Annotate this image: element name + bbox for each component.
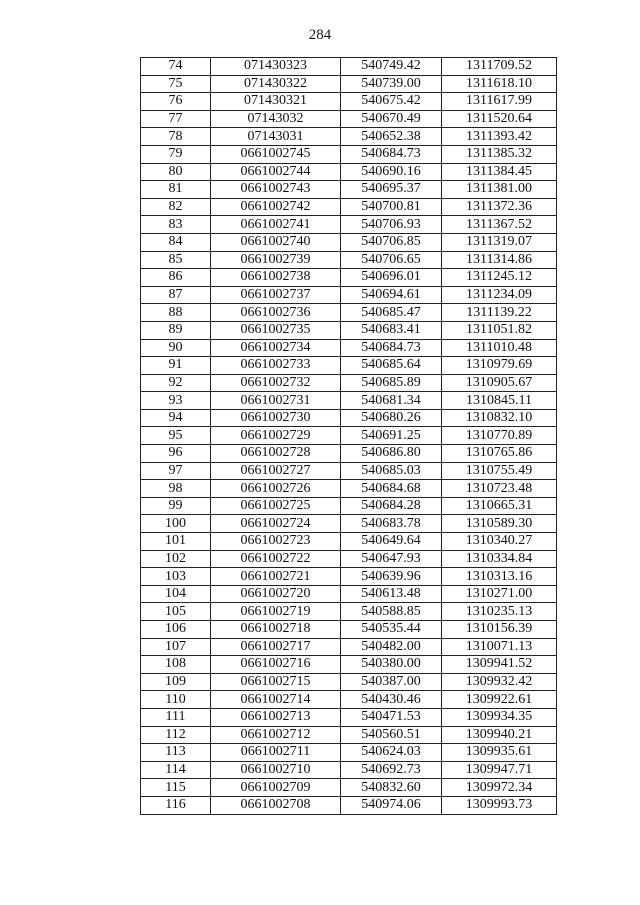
code-cell: 0661002738 [211,269,341,287]
y-coordinate-cell: 1309972.34 [442,779,557,797]
row-number-cell: 75 [141,75,211,93]
y-coordinate-cell: 1311385.32 [442,145,557,163]
y-coordinate-cell: 1311234.09 [442,286,557,304]
y-coordinate-cell: 1309922.61 [442,691,557,709]
y-coordinate-cell: 1310665.31 [442,497,557,515]
table-row [141,585,557,603]
row-number-cell: 92 [141,374,211,392]
row-number-cell: 94 [141,409,211,427]
table-row [141,656,557,674]
x-coordinate-cell: 540670.49 [341,110,442,128]
table-row [141,550,557,568]
row-number-cell: 98 [141,480,211,498]
code-cell: 0661002723 [211,533,341,551]
x-coordinate-cell: 540430.46 [341,691,442,709]
x-coordinate-cell: 540624.03 [341,744,442,762]
x-coordinate-cell: 540649.64 [341,533,442,551]
row-number-cell: 86 [141,269,211,287]
code-cell: 071430321 [211,93,341,111]
table-row [141,392,557,410]
x-coordinate-cell: 540471.53 [341,708,442,726]
x-coordinate-cell: 540684.73 [341,145,442,163]
x-coordinate-cell: 540685.89 [341,374,442,392]
row-number-cell: 77 [141,110,211,128]
x-coordinate-cell: 540680.26 [341,409,442,427]
y-coordinate-cell: 1311314.86 [442,251,557,269]
table-row [141,93,557,111]
code-cell: 0661002710 [211,761,341,779]
code-cell: 0661002713 [211,708,341,726]
table-row [141,251,557,269]
table-row [141,321,557,339]
x-coordinate-cell: 540684.28 [341,497,442,515]
code-cell: 0661002715 [211,673,341,691]
table-row [141,497,557,515]
y-coordinate-cell: 1310589.30 [442,515,557,533]
row-number-cell: 78 [141,128,211,146]
coordinates-table [140,57,557,815]
y-coordinate-cell: 1311051.82 [442,321,557,339]
code-cell: 0661002727 [211,462,341,480]
code-cell: 0661002733 [211,357,341,375]
x-coordinate-cell: 540387.00 [341,673,442,691]
code-cell: 0661002735 [211,321,341,339]
table-row [141,744,557,762]
x-coordinate-cell: 540685.03 [341,462,442,480]
table-row [141,145,557,163]
code-cell: 0661002709 [211,779,341,797]
row-number-cell: 82 [141,198,211,216]
code-cell: 0661002728 [211,445,341,463]
table-row [141,515,557,533]
table-row [141,110,557,128]
row-number-cell: 115 [141,779,211,797]
table-row [141,181,557,199]
table-row [141,691,557,709]
row-number-cell: 88 [141,304,211,322]
x-coordinate-cell: 540684.68 [341,480,442,498]
y-coordinate-cell: 1310905.67 [442,374,557,392]
row-number-cell: 108 [141,656,211,674]
y-coordinate-cell: 1309993.73 [442,796,557,814]
table-row [141,58,557,76]
code-cell: 0661002717 [211,638,341,656]
y-coordinate-cell: 1311139.22 [442,304,557,322]
code-cell: 0661002742 [211,198,341,216]
y-coordinate-cell: 1311010.48 [442,339,557,357]
y-coordinate-cell: 1311367.52 [442,216,557,234]
x-coordinate-cell: 540560.51 [341,726,442,744]
row-number-cell: 114 [141,761,211,779]
x-coordinate-cell: 540706.65 [341,251,442,269]
y-coordinate-cell: 1311617.99 [442,93,557,111]
code-cell: 0661002721 [211,568,341,586]
code-cell: 07143031 [211,128,341,146]
x-coordinate-cell: 540684.73 [341,339,442,357]
code-cell: 0661002734 [211,339,341,357]
code-cell: 0661002722 [211,550,341,568]
x-coordinate-cell: 540588.85 [341,603,442,621]
row-number-cell: 84 [141,233,211,251]
y-coordinate-cell: 1310334.84 [442,550,557,568]
x-coordinate-cell: 540696.01 [341,269,442,287]
row-number-cell: 107 [141,638,211,656]
coordinates-table-body [141,58,557,815]
row-number-cell: 106 [141,621,211,639]
y-coordinate-cell: 1311381.00 [442,181,557,199]
row-number-cell: 112 [141,726,211,744]
table-row [141,409,557,427]
x-coordinate-cell: 540685.64 [341,357,442,375]
row-number-cell: 89 [141,321,211,339]
x-coordinate-cell: 540675.42 [341,93,442,111]
code-cell: 0661002729 [211,427,341,445]
x-coordinate-cell: 540685.47 [341,304,442,322]
x-coordinate-cell: 540706.85 [341,233,442,251]
y-coordinate-cell: 1310235.13 [442,603,557,621]
code-cell: 0661002731 [211,392,341,410]
x-coordinate-cell: 540695.37 [341,181,442,199]
y-coordinate-cell: 1310156.39 [442,621,557,639]
table-row [141,445,557,463]
x-coordinate-cell: 540686.80 [341,445,442,463]
y-coordinate-cell: 1309941.52 [442,656,557,674]
code-cell: 0661002730 [211,409,341,427]
row-number-cell: 81 [141,181,211,199]
x-coordinate-cell: 540974.06 [341,796,442,814]
table-row [141,198,557,216]
table-row [141,603,557,621]
x-coordinate-cell: 540380.00 [341,656,442,674]
row-number-cell: 110 [141,691,211,709]
code-cell: 071430322 [211,75,341,93]
table-row [141,75,557,93]
y-coordinate-cell: 1310340.27 [442,533,557,551]
table-row [141,374,557,392]
table-row [141,427,557,445]
code-cell: 07143032 [211,110,341,128]
table-row [141,796,557,814]
table-row [141,480,557,498]
row-number-cell: 97 [141,462,211,480]
row-number-cell: 99 [141,497,211,515]
row-number-cell: 79 [141,145,211,163]
row-number-cell: 113 [141,744,211,762]
code-cell: 0661002714 [211,691,341,709]
x-coordinate-cell: 540700.81 [341,198,442,216]
x-coordinate-cell: 540681.34 [341,392,442,410]
row-number-cell: 101 [141,533,211,551]
y-coordinate-cell: 1311520.64 [442,110,557,128]
row-number-cell: 85 [141,251,211,269]
x-coordinate-cell: 540482.00 [341,638,442,656]
code-cell: 0661002719 [211,603,341,621]
row-number-cell: 116 [141,796,211,814]
x-coordinate-cell: 540683.78 [341,515,442,533]
code-cell: 0661002725 [211,497,341,515]
y-coordinate-cell: 1311384.45 [442,163,557,181]
x-coordinate-cell: 540692.73 [341,761,442,779]
table-row [141,726,557,744]
row-number-cell: 100 [141,515,211,533]
y-coordinate-cell: 1310755.49 [442,462,557,480]
table-row [141,673,557,691]
x-coordinate-cell: 540832.60 [341,779,442,797]
y-coordinate-cell: 1310313.16 [442,568,557,586]
table-row [141,304,557,322]
code-cell: 0661002740 [211,233,341,251]
y-coordinate-cell: 1309932.42 [442,673,557,691]
table-row [141,163,557,181]
y-coordinate-cell: 1310765.86 [442,445,557,463]
x-coordinate-cell: 540690.16 [341,163,442,181]
x-coordinate-cell: 540613.48 [341,585,442,603]
row-number-cell: 105 [141,603,211,621]
code-cell: 0661002724 [211,515,341,533]
table-row [141,216,557,234]
row-number-cell: 111 [141,708,211,726]
code-cell: 0661002743 [211,181,341,199]
y-coordinate-cell: 1310271.00 [442,585,557,603]
x-coordinate-cell: 540749.42 [341,58,442,76]
table-row [141,286,557,304]
y-coordinate-cell: 1311393.42 [442,128,557,146]
row-number-cell: 95 [141,427,211,445]
page-number: 284 [308,27,332,43]
code-cell: 0661002732 [211,374,341,392]
y-coordinate-cell: 1311319.07 [442,233,557,251]
x-coordinate-cell: 540683.41 [341,321,442,339]
x-coordinate-cell: 540535.44 [341,621,442,639]
table-row [141,621,557,639]
code-cell: 0661002736 [211,304,341,322]
row-number-cell: 96 [141,445,211,463]
y-coordinate-cell: 1310071.13 [442,638,557,656]
row-number-cell: 76 [141,93,211,111]
table-row [141,357,557,375]
y-coordinate-cell: 1310979.69 [442,357,557,375]
row-number-cell: 83 [141,216,211,234]
row-number-cell: 109 [141,673,211,691]
row-number-cell: 103 [141,568,211,586]
code-cell: 0661002744 [211,163,341,181]
table-row [141,568,557,586]
code-cell: 0661002726 [211,480,341,498]
code-cell: 0661002711 [211,744,341,762]
x-coordinate-cell: 540706.93 [341,216,442,234]
code-cell: 0661002718 [211,621,341,639]
y-coordinate-cell: 1310723.48 [442,480,557,498]
y-coordinate-cell: 1311618.10 [442,75,557,93]
code-cell: 0661002745 [211,145,341,163]
y-coordinate-cell: 1309947.71 [442,761,557,779]
code-cell: 0661002737 [211,286,341,304]
code-cell: 0661002716 [211,656,341,674]
row-number-cell: 87 [141,286,211,304]
table-row [141,779,557,797]
table-row [141,462,557,480]
row-number-cell: 90 [141,339,211,357]
table-row [141,339,557,357]
code-cell: 0661002708 [211,796,341,814]
code-cell: 0661002741 [211,216,341,234]
code-cell: 0661002712 [211,726,341,744]
table-row [141,128,557,146]
row-number-cell: 80 [141,163,211,181]
row-number-cell: 91 [141,357,211,375]
table-row [141,533,557,551]
y-coordinate-cell: 1309935.61 [442,744,557,762]
table-row [141,638,557,656]
x-coordinate-cell: 540639.96 [341,568,442,586]
y-coordinate-cell: 1311372.36 [442,198,557,216]
x-coordinate-cell: 540652.38 [341,128,442,146]
table-row [141,761,557,779]
y-coordinate-cell: 1311709.52 [442,58,557,76]
row-number-cell: 74 [141,58,211,76]
row-number-cell: 102 [141,550,211,568]
x-coordinate-cell: 540739.00 [341,75,442,93]
y-coordinate-cell: 1309934.35 [442,708,557,726]
y-coordinate-cell: 1310845.11 [442,392,557,410]
y-coordinate-cell: 1310832.10 [442,409,557,427]
row-number-cell: 104 [141,585,211,603]
row-number-cell: 93 [141,392,211,410]
code-cell: 071430323 [211,58,341,76]
y-coordinate-cell: 1309940.21 [442,726,557,744]
code-cell: 0661002739 [211,251,341,269]
y-coordinate-cell: 1311245.12 [442,269,557,287]
x-coordinate-cell: 540694.61 [341,286,442,304]
x-coordinate-cell: 540647.93 [341,550,442,568]
table-row [141,269,557,287]
table-row [141,233,557,251]
table-row [141,708,557,726]
code-cell: 0661002720 [211,585,341,603]
x-coordinate-cell: 540691.25 [341,427,442,445]
y-coordinate-cell: 1310770.89 [442,427,557,445]
